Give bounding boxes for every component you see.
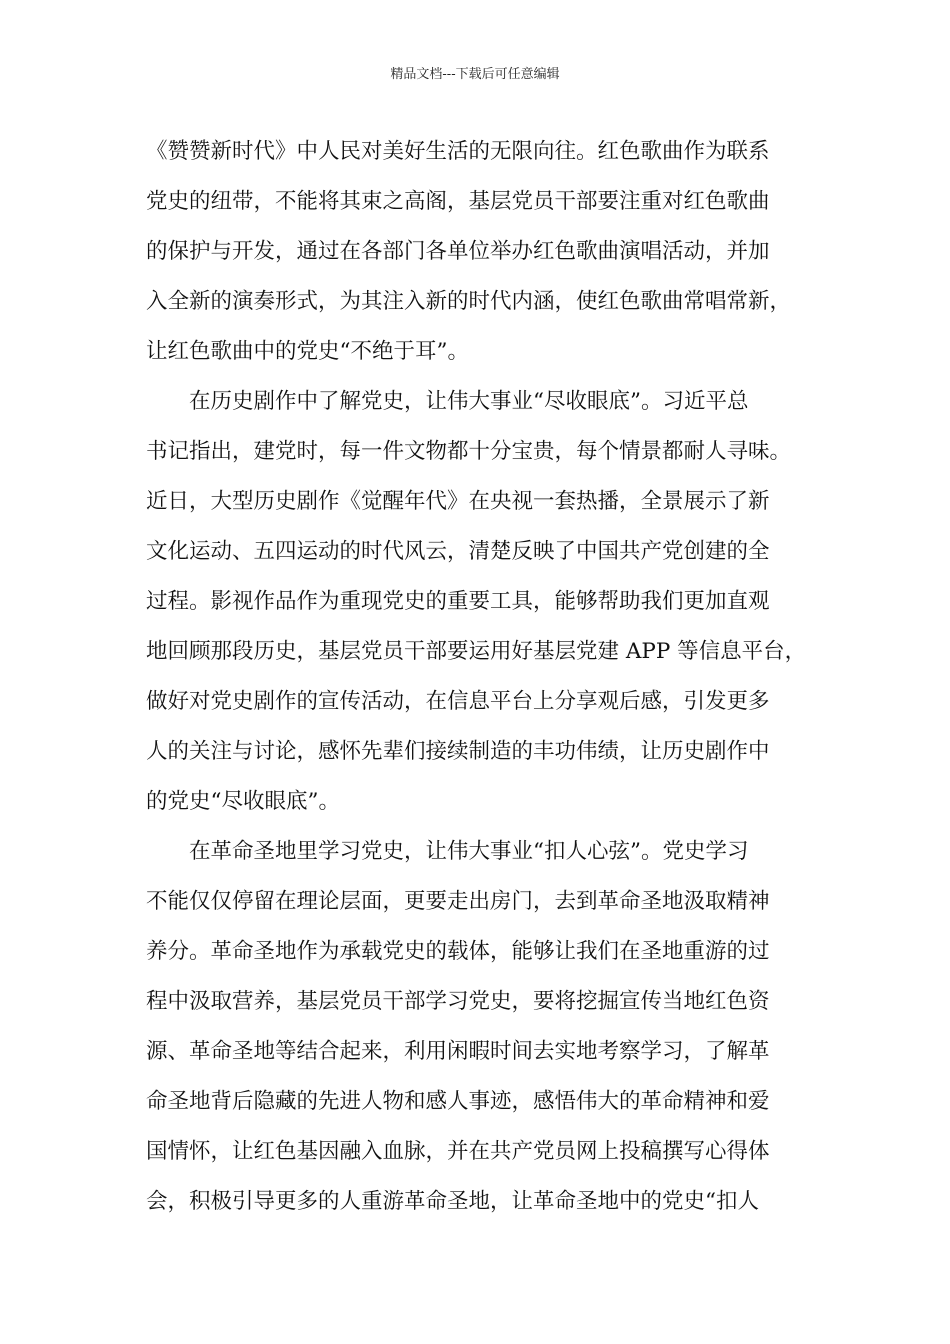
paragraph-first-line: 在历史剧作中了解党史，让伟大事业“尽收眼底”。习近平总 [189,389,749,414]
paragraph-line: 地回顾那段历史，基层党员干部要运用好基层党建 APP 等信息平台， [146,639,807,664]
paragraph-line: 源、革命圣地等结合起来，利用闲暇时间去实地考察学习，了解革 [146,1039,770,1064]
paragraph-line: 过程。影视作品作为重现党史的重要工具，能够帮助我们更加直观 [146,589,770,614]
paragraph-line: 做好对党史剧作的宣传活动，在信息平台上分享观后感，引发更多 [146,689,770,714]
paragraph-line: 《赞赞新时代》中人民对美好生活的无限向往。红色歌曲作为联系 [146,139,770,164]
paragraph-line: 不能仅仅停留在理论层面，更要走出房门，去到革命圣地汲取精神 [146,889,770,914]
paragraph-line: 书记指出，建党时，每一件文物都十分宝贵，每个情景都耐人寻味。 [146,439,792,464]
paragraph-line: 程中汲取营养，基层党员干部学习党史，要将挖掘宣传当地红色资 [146,989,770,1014]
paragraph-line: 的保护与开发，通过在各部门各单位举办红色歌曲演唱活动，并加 [146,239,770,264]
paragraph-first-line: 在革命圣地里学习党史，让伟大事业“扣人心弦”。党史学习 [189,839,749,864]
paragraph-line: 让红色歌曲中的党史“不绝于耳”。 [146,339,469,364]
paragraph-line: 人的关注与讨论，感怀先辈们接续制造的丰功伟绩，让历史剧作中 [146,739,770,764]
paragraph-line: 会，积极引导更多的人重游革命圣地，让革命圣地中的党史“扣人 [146,1189,759,1214]
paragraph-line: 命圣地背后隐藏的先进人物和感人事迹，感悟伟大的革命精神和爱 [146,1089,770,1114]
paragraph-line: 入全新的演奏形式，为其注入新的时代内涵，使红色歌曲常唱常新， [146,289,792,314]
page-header: 精品文档---下载后可任意编辑 [390,67,560,82]
paragraph-line: 养分。革命圣地作为承载党史的载体，能够让我们在圣地重游的过 [146,939,770,964]
paragraph-line: 近日，大型历史剧作《觉醒年代》在央视一套热播，全景展示了新 [146,489,770,514]
paragraph-line: 国情怀，让红色基因融入血脉，并在共产党员网上投稿撰写心得体 [146,1139,770,1164]
paragraph-line: 文化运动、五四运动的时代风云，清楚反映了中国共产党创建的全 [146,539,770,564]
paragraph-line: 党史的纽带，不能将其束之高阁，基层党员干部要注重对红色歌曲 [146,189,770,214]
paragraph-line: 的党史“尽收眼底”。 [146,789,340,814]
